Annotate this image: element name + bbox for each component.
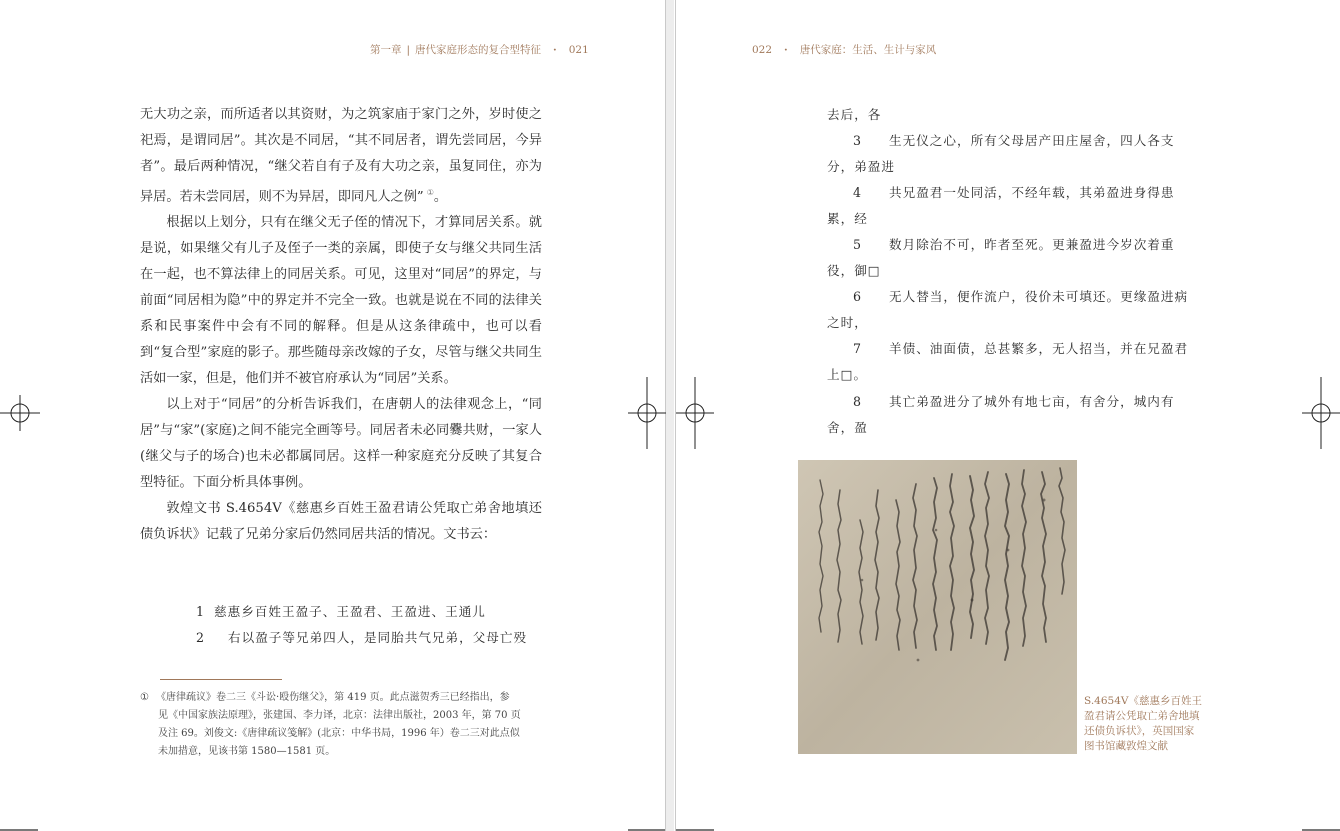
left-running-head — [370, 42, 589, 57]
manuscript-photo — [798, 460, 1077, 754]
registration-mark-center-right — [676, 377, 714, 449]
right-page-number: 022 — [752, 44, 773, 56]
doc-line-2 — [196, 625, 527, 651]
paragraph-4: 敦煌文书 S.4654V《慈惠乡百姓王盈君请公凭取亡弟舍地填还债负诉状》记载了兄弟分家后仍然同居共活的情况。文书云： — [140, 501, 542, 543]
running-head-bullet: · — [784, 44, 788, 56]
right-running-head — [752, 42, 936, 57]
left-body-text — [140, 102, 542, 548]
footnote: ① 《唐律疏议》卷二三《斗讼·殴伤继父》，第 419 页。此点滋贺秀三已经指出，参 见《中国家族法原理》，张建国、李力译，北京：法律出版社，2003 年，第 70 页 及注 69。刘俊文:《唐律疏议笺解》(北京：中华书局，1996 年）卷二三对此点似 未加措意，见该书第 1580—1581 页。 — [140, 689, 542, 761]
registration-mark-left — [0, 395, 40, 431]
doc-line-4: 4 共兄盈君一处同活，不经年载，其弟盈进身得患 累，经 — [827, 185, 1175, 226]
figure-caption: S.4654V《慈惠乡百姓王盈君请公凭取亡弟舍地填还债负诉状》，英国国家图书馆藏敦煌文献 — [1084, 695, 1202, 752]
paragraph-1: 无大功之亲，而所适者以其资财，为之筑家庙于家门之外，岁时使之祀焉，是谓同居”。其次是不同居，“其不同居者，谓先尝同居，今异者”。最后两种情况，“继父若自有子及有大功之亲，虽复同住，亦为异居。若未尝同居，则不为异居，即同凡人之例” ①。 — [140, 107, 542, 205]
chapter-title: 唐代家庭形态的复合型特征 — [415, 44, 542, 56]
doc-line-3: 3 生无仪之心，所有父母居产田庄屋舍，四人各支 分，弟盈进 — [827, 133, 1175, 174]
doc-line-number: 1 — [196, 604, 206, 619]
doc-line-7: 7 羊债、油面债，总甚繁多，无人招当，并在兄盈君 上□。 — [827, 341, 1189, 382]
paragraph-2: 根据以上划分，只有在继父无子侄的情况下，才算同居关系。就是说，如果继父有儿子及侄子一类的亲属，即使子女与继父共同生活在一起，也不算法律上的同居关系。可见，这里对“同居”的界定，与前面“同居相为隐”中的界定并不完全一致。也就是说在不同的法律关系和民事案件中会有不同的解释。但是从这条律疏中，也可以看到“复合型”家庭的影子。那些随母亲改嫁的子女，尽管与继父共同生活如一家，但是，他们并不被官府承认为“同居”关系。 — [140, 215, 542, 387]
doc-line-6: 6 无人替当，便作流户，役价未可填还。更缘盈进病 之时， — [827, 289, 1189, 330]
manuscript-drawing — [798, 460, 1077, 754]
running-head-divider: | — [406, 44, 411, 56]
doc-line-text: 右以盈子等兄弟四人，是同胎共气兄弟，父母亡殁 — [228, 630, 528, 645]
book-gutter — [666, 0, 674, 831]
doc-line-8: 8 其亡弟盈进分了城外有地七亩，有舍分，城内有 舍，盈 — [827, 394, 1175, 435]
doc-line-number: 2 — [196, 630, 206, 645]
doc-line-5: 5 数月除治不可，昨者至死。更兼盈进今岁次着重 役，御□ — [827, 237, 1175, 278]
left-page-number: 021 — [568, 44, 589, 56]
doc-line-cont: 去后，各 — [827, 107, 882, 122]
chapter-label: 第一章 — [370, 44, 402, 56]
footnote-ref[interactable]: ① — [426, 188, 434, 197]
registration-mark-center-left — [628, 377, 666, 449]
footnote-mark: ① — [140, 692, 149, 703]
registration-mark-right — [1302, 377, 1340, 449]
footnote-rule — [160, 679, 282, 680]
doc-line-text: 慈惠乡百姓王盈子、王盈君、王盈进、王通儿 — [214, 604, 486, 619]
doc-line-1 — [196, 599, 486, 625]
running-head-bullet: · — [553, 44, 557, 56]
paragraph-3: 以上对于“同居”的分析告诉我们，在唐朝人的法律观念上，“同居”与“家”(家庭)之间不能完全画等号。同居者未必同爨共财，一家人(继父与子的场合)也未必都属同居。这样一种家庭充分反映了其复合型特征。下面分析具体事例。 — [140, 397, 542, 491]
book-title: 唐代家庭：生活、生计与家风 — [799, 44, 937, 56]
